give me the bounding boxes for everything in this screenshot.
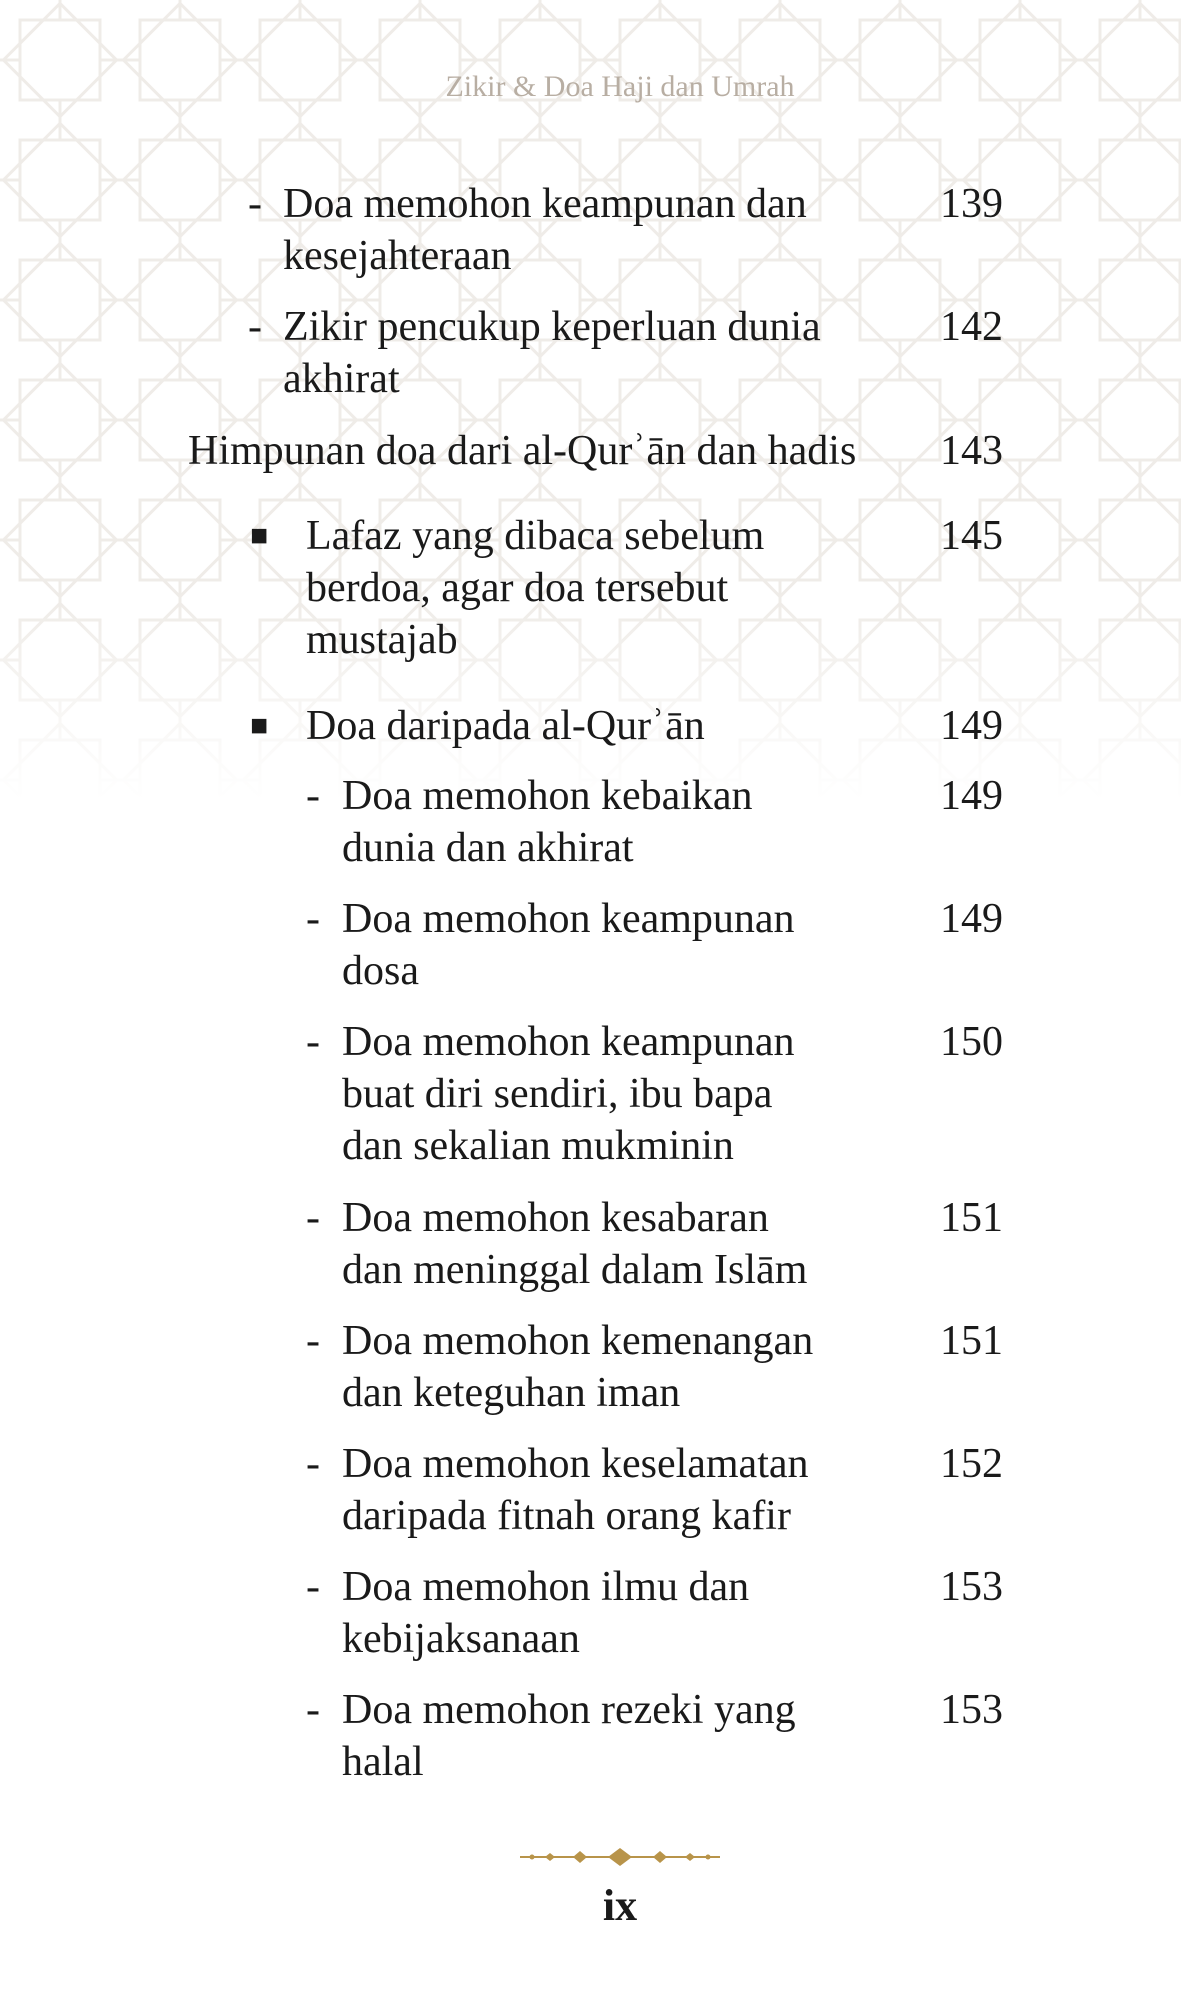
toc-entry-title: [342, 1315, 813, 1419]
toc-entry-title: [283, 178, 807, 282]
toc-page-number: 150: [940, 1019, 1003, 1065]
toc-entry-line: Himpunan doa dari al-Qurʾān dan hadis: [188, 428, 857, 474]
toc-page-number: 149: [940, 896, 1003, 942]
toc-entry-line: mustajab: [306, 617, 458, 663]
toc-entry-line: akhirat: [283, 356, 400, 402]
dash-bullet: -: [306, 1687, 320, 1733]
toc-entry-title: [342, 1561, 749, 1665]
toc-entry-title: [306, 700, 705, 752]
running-header: Zikir & Doa Haji dan Umrah: [445, 70, 795, 103]
diamond-divider-icon: [520, 1845, 720, 1869]
toc-page-number: 153: [940, 1564, 1003, 1610]
toc-entry-line: berdoa, agar doa tersebut: [306, 565, 729, 611]
toc-entry-title: [342, 770, 753, 874]
toc-entry-line: Doa memohon keampunan: [342, 896, 795, 942]
toc-entry-line: Doa memohon kemenangan: [342, 1318, 814, 1364]
toc-page-number: 151: [940, 1318, 1003, 1364]
dash-bullet: -: [306, 1564, 320, 1610]
toc-entry-line: Doa memohon keselamatan: [342, 1441, 809, 1487]
toc-page-number: 143: [940, 428, 1003, 474]
toc-entry-line: dan sekalian mukminin: [342, 1123, 734, 1169]
dash-bullet: -: [306, 1441, 320, 1487]
toc-page-number: 145: [940, 513, 1003, 559]
toc-page-number: 139: [940, 181, 1003, 227]
toc-entry-line: Doa memohon ilmu dan: [342, 1564, 750, 1610]
toc-entry-line: Doa memohon kebaikan: [342, 773, 753, 819]
toc-page-number: 149: [940, 703, 1003, 749]
dash-bullet: -: [306, 1318, 320, 1364]
toc-page-number: 151: [940, 1195, 1003, 1241]
dash-bullet: -: [248, 181, 262, 227]
toc-entry-line: dunia dan akhirat: [342, 825, 634, 871]
dash-bullet: -: [306, 773, 320, 819]
toc-entry-line: Doa memohon keampunan: [342, 1019, 795, 1065]
toc-entry-title: [342, 1684, 796, 1788]
dash-bullet: -: [306, 1019, 320, 1065]
dash-bullet: -: [306, 896, 320, 942]
toc-entry-title: [306, 510, 764, 666]
toc-entry-line: halal: [342, 1739, 424, 1785]
toc-page-number: 152: [940, 1441, 1003, 1487]
toc-page-number: 153: [940, 1687, 1003, 1733]
toc-entry-line: dan keteguhan iman: [342, 1370, 681, 1416]
toc-entry-line: Doa memohon keampunan dan: [283, 181, 807, 227]
toc-entry-line: Doa daripada al-Qurʾān: [306, 703, 705, 749]
toc-entry-title: [342, 1016, 795, 1172]
toc-entry-line: kesejahteraan: [283, 233, 512, 279]
toc-entry-title: [283, 301, 821, 405]
toc-page-number: 149: [940, 773, 1003, 819]
dash-bullet: -: [248, 304, 262, 350]
page-number: ix: [602, 1881, 638, 1930]
toc-entry-line: buat diri sendiri, ibu bapa: [342, 1071, 773, 1117]
toc-entry-line: Lafaz yang dibaca sebelum: [306, 513, 765, 559]
dash-bullet: -: [306, 1195, 320, 1241]
toc-entry-line: Doa memohon rezeki yang: [342, 1687, 796, 1733]
square-bullet-icon: ■: [250, 709, 269, 742]
toc-entry-line: daripada fitnah orang kafir: [342, 1493, 791, 1539]
toc-entry-title: [188, 425, 856, 477]
square-bullet-icon: ■: [250, 519, 269, 552]
toc-page-number: 142: [940, 304, 1003, 350]
toc-entry-title: [342, 1438, 809, 1542]
toc-entry-title: [342, 893, 795, 997]
toc-entry-line: dosa: [342, 948, 419, 994]
toc-entry-title: [342, 1192, 807, 1296]
toc-entry-line: dan meninggal dalam Islām: [342, 1247, 808, 1293]
toc-entry-line: Zikir pencukup keperluan dunia: [283, 304, 821, 350]
toc-entry-line: kebijaksanaan: [342, 1616, 580, 1662]
toc-entry-line: Doa memohon kesabaran: [342, 1195, 769, 1241]
